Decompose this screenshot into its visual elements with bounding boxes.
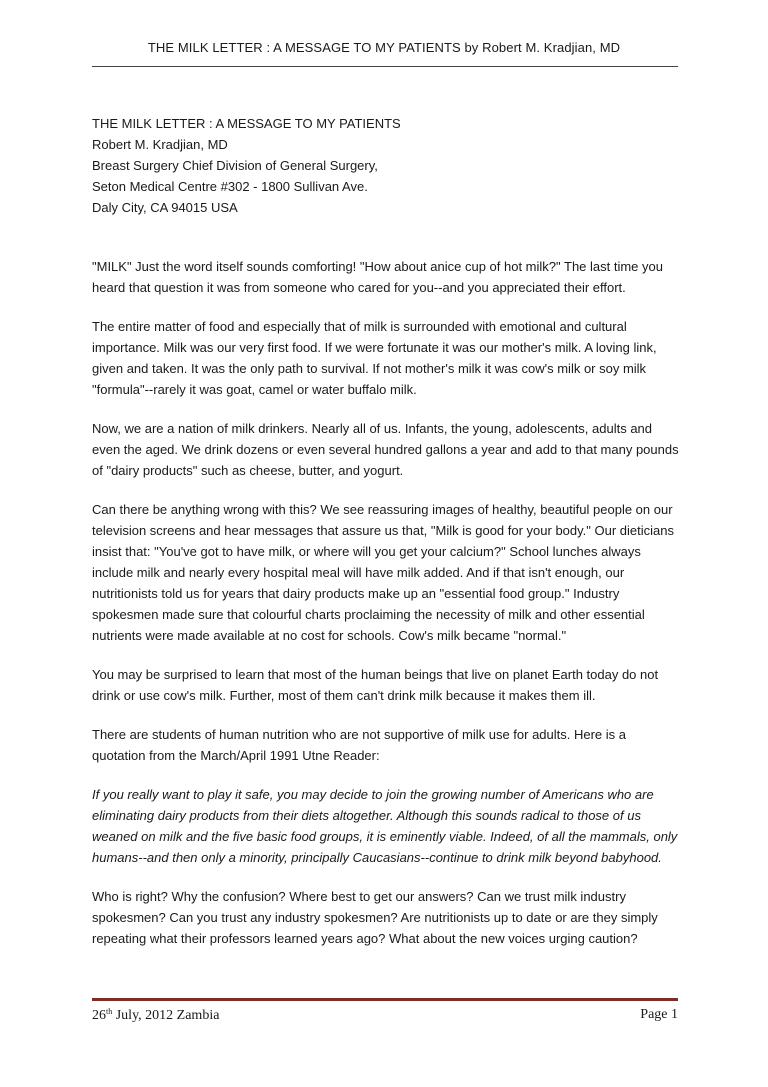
- document-body: [92, 113, 682, 967]
- paragraph-4: Can there be anything wrong with this? We see reassuring images of healthy, beautiful people on our television screens and hear messages that assure us that, "Milk is good for your body." Our dieticians insist that: "You've got to have milk, or where will you get your calcium?" School lunches always include milk and nearly every hospital meal will have milk added. And if that isn't enough, our nutritionists told us for years that dairy products make up an "essential food group." Industry spokesmen made sure that colourful charts proclaiming the necessity of milk and other essential nutrients were made available at no cost for schools. Cow's milk became "normal.": [92, 502, 674, 643]
- header-rule: [92, 66, 678, 67]
- page-number: Page 1: [640, 1007, 678, 1022]
- paragraph-3: Now, we are a nation of milk drinkers. Nearly all of us. Infants, the young, adolescents, adults and even the aged. We drink dozens or even several hundred gallons a year and add to that many pounds of "dairy products" such as cheese, butter, and yogurt.: [92, 421, 679, 478]
- paragraph-7: Who is right? Why the confusion? Where best to get our answers? Can we trust milk industry spokesmen? Can you trust any industry spokesmen? Are nutritionists up to date or are they simply repeating what their professors learned years ago? What about the new voices urging caution?: [92, 889, 658, 946]
- address-city: Daly City, CA 94015 USA: [92, 200, 238, 215]
- footer-day-suffix: th: [106, 1007, 113, 1016]
- paragraph-6: There are students of human nutrition who are not supportive of milk use for adults. Here is a quotation from the March/April 1991 Utne Reader:: [92, 727, 626, 763]
- address-street: Seton Medical Centre #302 - 1800 Sullivan Ave.: [92, 179, 368, 194]
- footer-date: [92, 1007, 219, 1024]
- address-block: [92, 113, 682, 218]
- author-name: Robert M. Kradjian, MD: [92, 137, 228, 152]
- paragraph-2: The entire matter of food and especially that of milk is surrounded with emotional and cultural importance. Milk was our very first food. If we were fortunate it was our mother's milk. A loving link, given and taken. It was the only path to survival. If not mother's milk it was cow's milk or soy milk "formula"--rarely it was goat, camel or water buffalo milk.: [92, 319, 657, 397]
- author-position: Breast Surgery Chief Division of General Surgery,: [92, 158, 378, 173]
- footer-date-rest: July, 2012 Zambia: [112, 1008, 220, 1023]
- paragraph-1: "MILK" Just the word itself sounds comforting! "How about anice cup of hot milk?" The last time you heard that question it was from someone who cared for you--and you appreciated their effort.: [92, 259, 663, 295]
- footer-day: 26: [92, 1008, 106, 1023]
- paragraph-5: You may be surprised to learn that most of the human beings that live on planet Earth today do not drink or use cow's milk. Further, most of them can't drink milk because it makes them ill.: [92, 667, 659, 703]
- letter-title: THE MILK LETTER : A MESSAGE TO MY PATIENTS: [92, 116, 401, 131]
- running-header: THE MILK LETTER : A MESSAGE TO MY PATIENTS by Robert M. Kradjian, MD: [147, 40, 621, 55]
- quotation: If you really want to play it safe, you may decide to join the growing number of Americans who are eliminating dairy products from their diets altogether. Although this sounds radical to those of us weaned on milk and the five basic food groups, it is eminently viable. Indeed, of all the mammals, only humans--and then only a minority, principally Caucasians--continue to drink milk beyond babyhood.: [92, 787, 678, 865]
- footer-rule: [92, 998, 678, 1001]
